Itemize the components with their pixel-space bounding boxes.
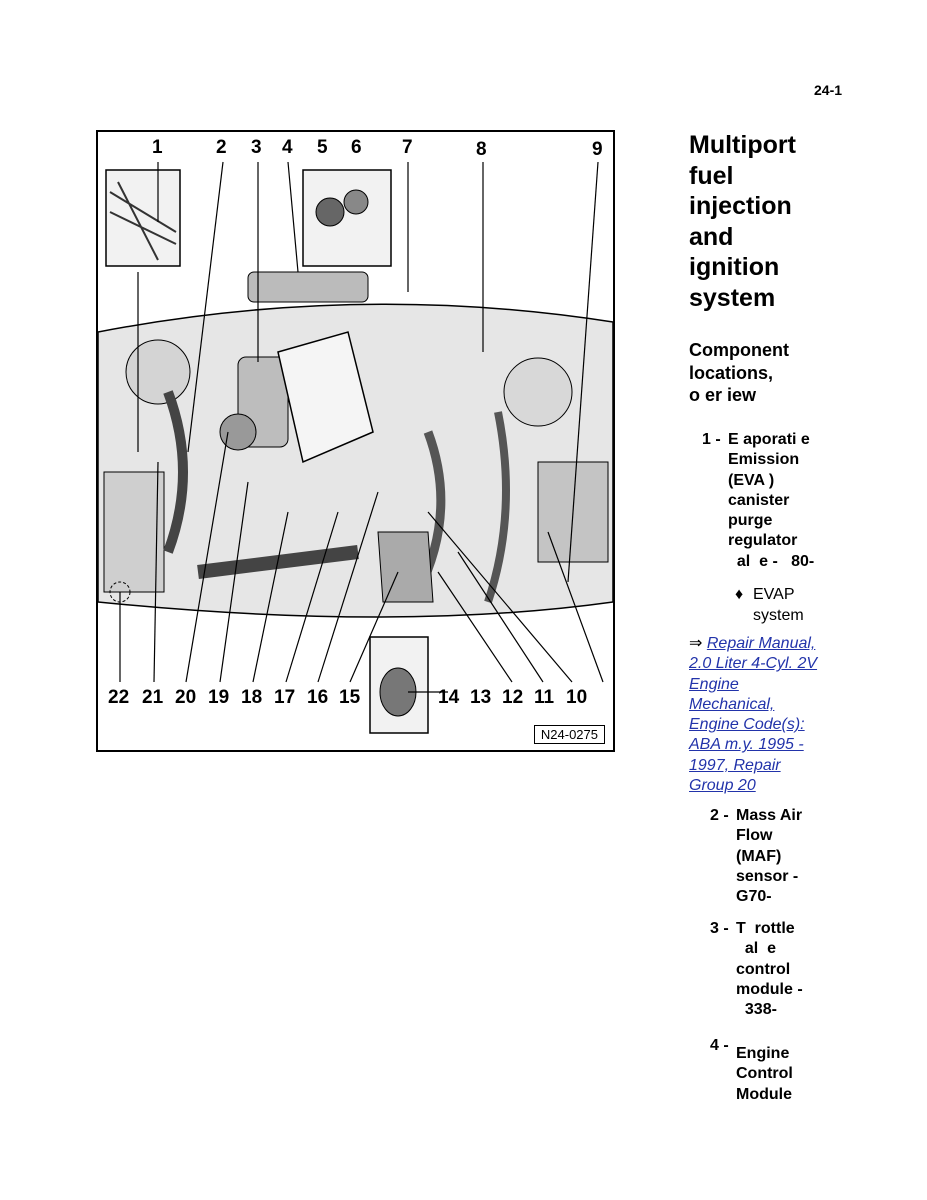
callout-7: 7 [402,137,413,158]
list-item-number: 1 - [702,431,721,448]
callout-17: 17 [274,687,296,708]
diamond-bullet-icon: ♦ [735,586,744,603]
repair-manual-link[interactable]: Repair Manual, 2.0 Liter 4-Cyl. 2V Engine Mechanical, Engine Code(s): ABA m.y. 1995 - 1997, Repair Group 20 [689,635,818,795]
repair-manual-reference [689,634,849,796]
callout-11: 11 [534,687,555,708]
section-subtitle: Component locations, o er iew [689,340,789,405]
figure-code: N24-0275 [534,725,605,744]
list-item-number: 3 - [710,920,729,937]
callout-16: 16 [307,687,329,708]
callout-4: 4 [282,137,293,158]
list-item-text: Mass Air Flow (MAF) sensor - G70- [736,807,803,906]
callout-13: 13 [470,687,492,708]
callout-1: 1 [152,137,163,158]
callout-2: 2 [216,137,227,158]
list-item-text: E aporati e Emission (EVA ) canister purge regulator al e - 80- [728,431,815,570]
callout-8: 8 [476,139,487,160]
engine-drawing [98,132,613,750]
callout-21: 21 [142,687,164,708]
callout-22: 22 [108,687,130,708]
callout-15: 15 [339,687,361,708]
arrow-right-icon: ⇒ [689,635,703,652]
callout-6: 6 [351,137,362,158]
callout-18: 18 [241,687,263,708]
callout-3: 3 [251,137,262,158]
callout-12: 12 [502,687,524,708]
list-item-text: Engine Control Module [736,1045,793,1103]
callout-19: 19 [208,687,230,708]
list-item-text: T rottle al e control module - 338- [736,920,803,1019]
engine-diagram [96,130,615,752]
callout-10: 10 [566,687,588,708]
callout-20: 20 [175,687,197,708]
callout-9: 9 [592,139,603,160]
callout-14: 14 [438,687,460,708]
section-heading-column [689,130,919,407]
section-title: Multiport fuel injection and ignition system [689,131,796,312]
page-number: 24-1 [814,82,843,98]
callout-5: 5 [317,137,328,158]
list-item-number: 4 - [710,1037,729,1054]
list-item-number: 2 - [710,807,729,824]
